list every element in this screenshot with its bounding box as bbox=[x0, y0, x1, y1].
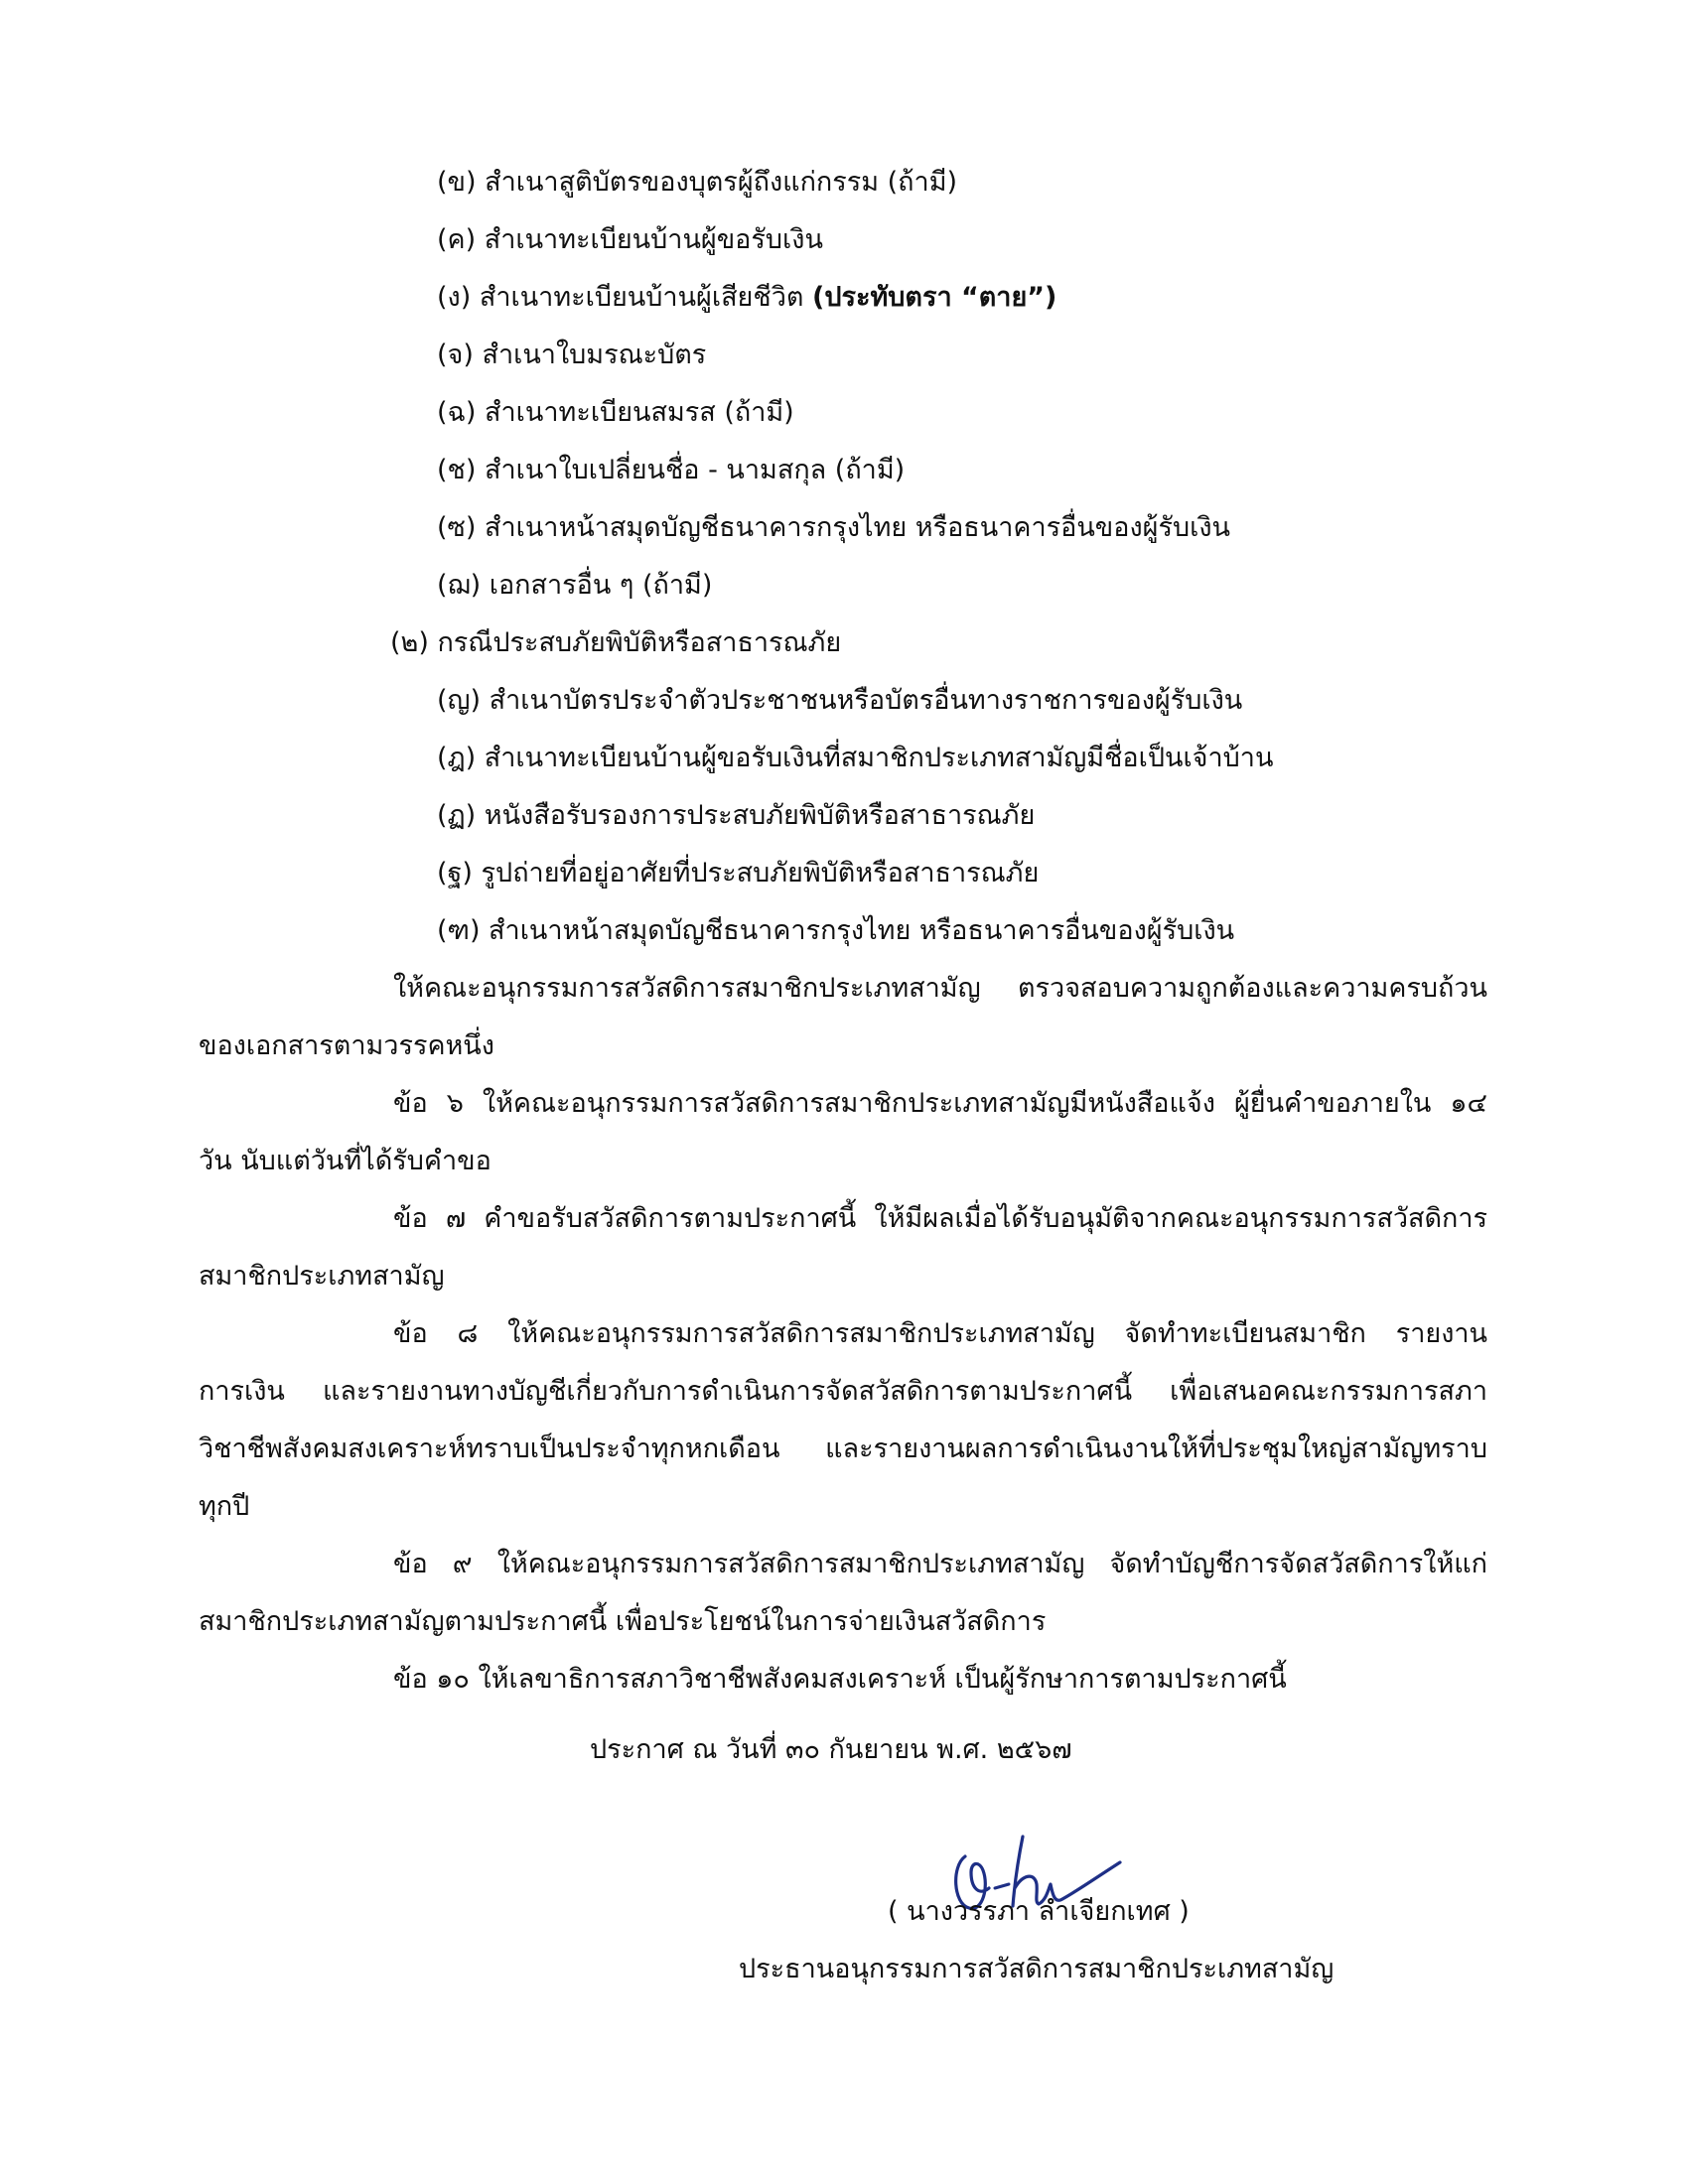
list-item: (ฎ) สำเนาทะเบียนบ้านผู้ขอรับเงินที่สมาชิกประเภทสามัญมีชื่อเป็นเจ้าบ้าน bbox=[437, 743, 1274, 773]
list-item: (ญ) สำเนาบัตรประจำตัวประชาชนหรือบัตรอื่นทางราชการของผู้รับเงิน bbox=[437, 685, 1243, 716]
list-item-text: (ง) สำเนาทะเบียนบ้านผู้เสียชีวิต bbox=[437, 282, 812, 313]
clause-6-line: วัน นับแต่วันที่ได้รับคำขอ bbox=[199, 1146, 492, 1176]
list-item: (ซ) สำเนาหน้าสมุดบัญชีธนาคารกรุงไทย หรือธนาคารอื่นของผู้รับเงิน bbox=[437, 512, 1230, 543]
list-item: (ค) สำเนาทะเบียนบ้านผู้ขอรับเงิน bbox=[437, 224, 823, 255]
paragraph-line: ให้คณะอนุกรรมการสวัสดิการสมาชิกประเภทสามัญ ตรวจสอบความถูกต้องและความครบถ้วน bbox=[393, 973, 1487, 1004]
clause-9-line: ข้อ ๙ ให้คณะอนุกรรมการสวัสดิการสมาชิกประเภทสามัญ จัดทำบัญชีการจัดสวัสดิการให้แก่ bbox=[393, 1549, 1487, 1579]
list-item: (ช) สำเนาใบเปลี่ยนชื่อ - นามสกุล (ถ้ามี) bbox=[437, 455, 906, 485]
clause-10-line: ข้อ ๑๐ ให้เลขาธิการสภาวิชาชีพสังคมสงเคราะห์ เป็นผู้รักษาการตามประกาศนี้ bbox=[393, 1664, 1287, 1695]
clause-8-line: ข้อ ๘ ให้คณะอนุกรรมการสวัสดิการสมาชิกประเภทสามัญ จัดทำทะเบียนสมาชิก รายงาน bbox=[393, 1318, 1487, 1349]
paragraph-line: ของเอกสารตามวรรคหนึ่ง bbox=[199, 1030, 494, 1061]
signer-title: ประธานอนุกรรมการสวัสดิการสมาชิกประเภทสามัญ bbox=[739, 1954, 1335, 1984]
signer-name: ( นางวรรภา ลำเจียกเทศ ) bbox=[888, 1896, 1190, 1927]
list-item: (ฑ) สำเนาหน้าสมุดบัญชีธนาคารกรุงไทย หรือธนาคารอื่นของผู้รับเงิน bbox=[437, 915, 1235, 946]
stamp-note: (ประทับตรา “ตาย”) bbox=[811, 282, 1057, 313]
clause-7-line: สมาชิกประเภทสามัญ bbox=[199, 1261, 445, 1292]
section-heading: (๒) กรณีประสบภัยพิบัติหรือสาธารณภัย bbox=[390, 627, 842, 658]
list-item: (ฉ) สำเนาทะเบียนสมรส (ถ้ามี) bbox=[437, 397, 794, 428]
list-item: (ฐ) รูปถ่ายที่อยู่อาศัยที่ประสบภัยพิบัติหรือสาธารณภัย bbox=[437, 858, 1040, 888]
clause-8-line: วิชาชีพสังคมสงเคราะห์ทราบเป็นประจำทุกหกเดือน และรายงานผลการดำเนินงานให้ที่ประชุมใหญ่สามัญทราบ bbox=[199, 1433, 1487, 1464]
clause-8-line: ทุกปี bbox=[199, 1491, 250, 1522]
list-item: (จ) สำเนาใบมรณะบัตร bbox=[437, 340, 707, 370]
list-item: (ฌ) เอกสารอื่น ๆ (ถ้ามี) bbox=[437, 570, 713, 601]
clause-7-line: ข้อ ๗ คำขอรับสวัสดิการตามประกาศนี้ ให้มีผลเมื่อได้รับอนุมัติจากคณะอนุกรรมการสวัสดิการ bbox=[393, 1203, 1487, 1234]
list-item: (ข) สำเนาสูติบัตรของบุตรผู้ถึงแก่กรรม (ถ้ามี) bbox=[437, 167, 958, 198]
list-item: (ฏ) หนังสือรับรองการประสบภัยพิบัติหรือสาธารณภัย bbox=[437, 800, 1036, 831]
announcement-date: ประกาศ ณ วันที่ ๓๐ กันยายน พ.ศ. ๒๕๖๗ bbox=[590, 1734, 1072, 1765]
clause-8-line: การเงิน และรายงานทางบัญชีเกี่ยวกับการดำเนินการจัดสวัสดิการตามประกาศนี้ เพื่อเสนอคณะกรรมการสภา bbox=[199, 1376, 1487, 1407]
clause-9-line: สมาชิกประเภทสามัญตามประกาศนี้ เพื่อประโยชน์ในการจ่ายเงินสวัสดิการ bbox=[199, 1606, 1047, 1637]
list-item bbox=[437, 278, 1056, 318]
clause-6-line: ข้อ ๖ ให้คณะอนุกรรมการสวัสดิการสมาชิกประเภทสามัญมีหนังสือแจ้ง ผู้ยื่นคำขอภายใน ๑๔ bbox=[393, 1088, 1487, 1119]
